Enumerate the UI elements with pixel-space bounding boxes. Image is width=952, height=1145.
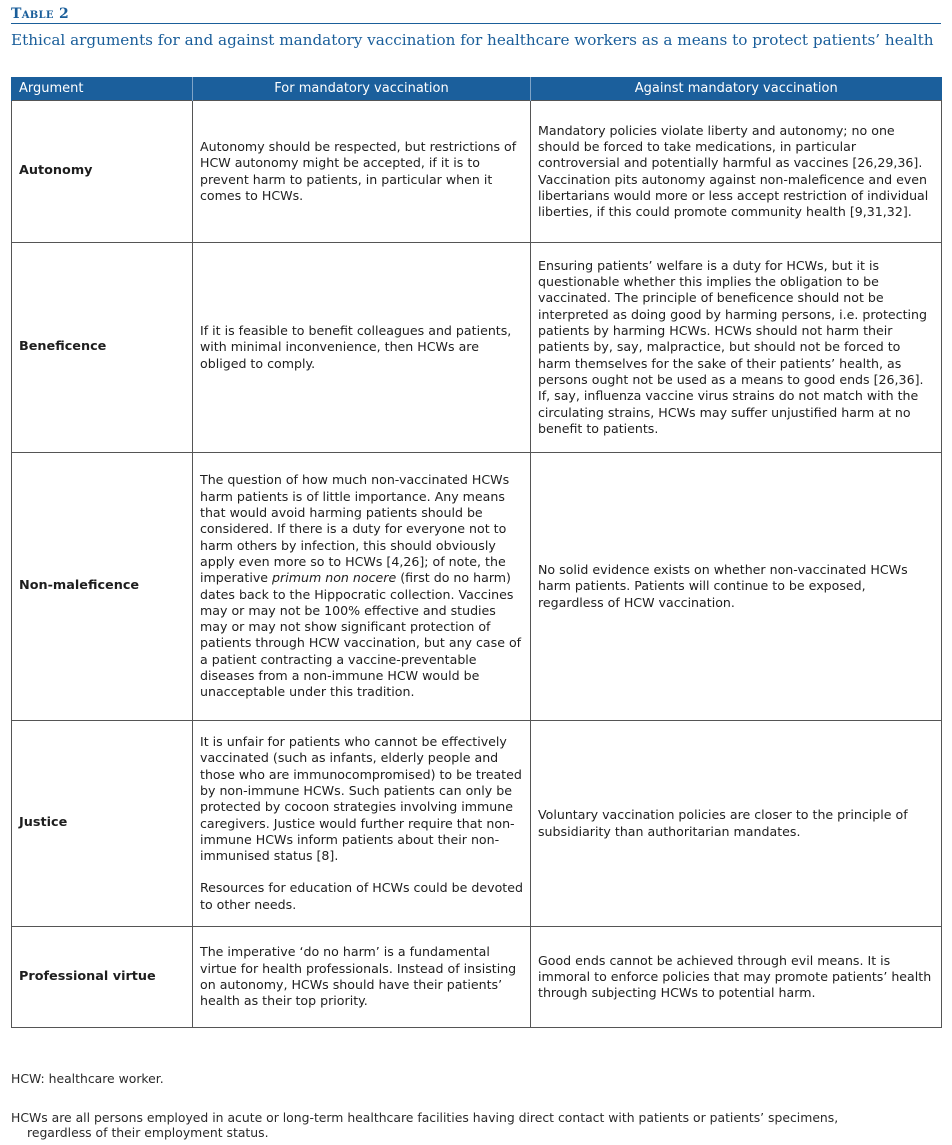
column-header-for: For mandatory vaccination: [193, 77, 531, 101]
for-text: [200, 472, 523, 700]
against-cell: [531, 101, 942, 243]
latin-phrase: primum non nocere: [272, 570, 397, 586]
for-text-part: (first do no harm) dates back to the Hippocratic collection. Vaccines may or may not be 100% effective and studies may or may not show significant protection of patients through HCW vaccination, but any case of a patient contracting a vaccine-preventable diseases from a non-immune HCW would be unacceptable under this tradition.: [200, 570, 522, 700]
table-row: [12, 453, 942, 721]
argument-cell: Professional virtue: [12, 927, 193, 1028]
for-cell: [193, 721, 531, 927]
for-cell: [193, 927, 531, 1028]
for-text: It is unfair for patients who cannot be effectively vaccinated (such as infants, elderly people and those who are immunocompromised) to be treated by non-immune HCWs. Such patients can only be protected by cocoon strategies involving immune caregivers. Justice would further require that non-immune HCWs inform patients about their non-immunised status [8].: [200, 734, 522, 864]
against-cell: [531, 721, 942, 927]
table-label: Table 2: [11, 6, 941, 24]
table-title: Ethical arguments for and against mandatory vaccination for healthcare workers as a means to protect patients’ health: [11, 31, 934, 49]
for-text: Resources for education of HCWs could be devoted to other needs.: [200, 880, 523, 912]
for-cell: [193, 101, 531, 243]
footnote-definition-line: HCWs are all persons employed in acute or long-term healthcare facilities having direct contact with patients or patients’ specimens,: [11, 1110, 839, 1125]
footnote-abbreviation: HCW: healthcare worker.: [11, 1071, 164, 1086]
against-text: Voluntary vaccination policies are closer to the principle of subsidiarity than authoritarian mandates.: [538, 807, 908, 839]
table-header-row: [12, 77, 942, 101]
argument-cell: Justice: [12, 721, 193, 927]
against-text: Good ends cannot be achieved through evil means. It is immoral to enforce policies that may promote patients’ health through subjecting HCWs to potential harm.: [538, 952, 932, 1001]
for-text-part: The question of how much non-vaccinated HCWs harm patients is of little importance. Any means that would avoid harming patients should be considered. If there is a duty for everyone not to harm others by infection, this should obviously apply even more so to HCWs [4,26]; of note, the imperative: [200, 472, 510, 586]
table-row: [12, 721, 942, 927]
footnote-definition-line: regardless of their employment status.: [27, 1125, 269, 1140]
ethics-table: [11, 77, 942, 1028]
footnote-definition: [11, 1110, 941, 1140]
argument-cell: Beneficence: [12, 243, 193, 453]
for-text: Autonomy should be respected, but restrictions of HCW autonomy might be accepted, if it is to prevent harm to patients, in particular when it comes to HCWs.: [200, 138, 517, 203]
table-row: [12, 101, 942, 243]
against-text: Mandatory policies violate liberty and autonomy; no one should be forced to take medications, in particular controversial and potentially harmful as vaccines [26,29,36]. Vaccination pits autonomy against non-maleficence and even libertarians would more or less accept restriction of individual liberties, if this could promote community health [9,31,32].: [538, 122, 929, 220]
against-cell: [531, 243, 942, 453]
for-text: The imperative ‘do no harm’ is a fundamental virtue for health professionals. Instead of insisting on autonomy, HCWs should have their patients’ health as their top priority.: [200, 944, 517, 1009]
for-cell: [193, 243, 531, 453]
against-text: Ensuring patients’ welfare is a duty for HCWs, but it is questionable whether this implies the obligation to be vaccinated. The principle of beneficence should not be interpreted as doing good by harming persons, i.e. protecting patients by harming HCWs. HCWs should not harm their patients by, say, malpractice, but should not be forced to harm themselves for the sake of their patients’ health, as persons ought not be used as a means to good ends [26,36]. If, say, influenza vaccine virus strains do not match with the circulating strains, HCWs may suffer unjustified harm at no benefit to patients.: [538, 257, 927, 436]
for-text: If it is feasible to benefit colleagues and patients, with minimal inconvenience, then HCWs are obliged to comply.: [200, 323, 512, 371]
column-header-argument: Argument: [12, 77, 193, 101]
table-row: [12, 243, 942, 453]
against-cell: [531, 453, 942, 721]
column-header-against: Against mandatory vaccination: [531, 77, 942, 101]
for-cell: [193, 453, 531, 721]
against-cell: [531, 927, 942, 1028]
table-row: [12, 927, 942, 1028]
against-text: No solid evidence exists on whether non-vaccinated HCWs harm patients. Patients will continue to be exposed, regardless of HCW vaccination.: [538, 562, 908, 610]
argument-cell: Non-maleficence: [12, 453, 193, 721]
argument-cell: Autonomy: [12, 101, 193, 243]
